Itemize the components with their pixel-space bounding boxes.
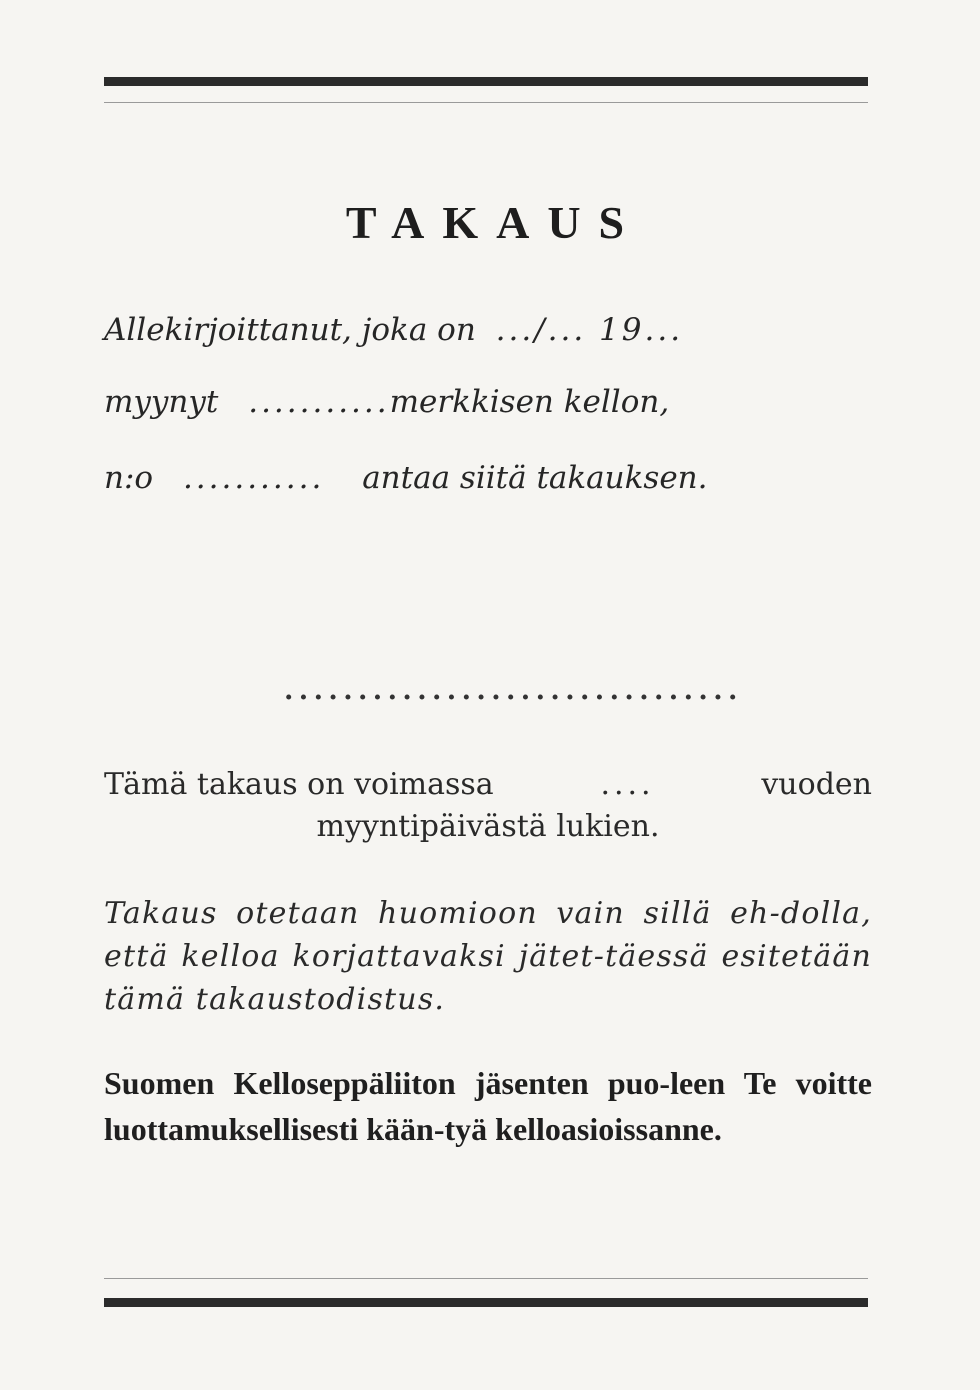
form-line-date-fill: .../... 19... <box>495 312 684 348</box>
form-line-date-text: Allekirjoittanut, joka on <box>104 312 476 348</box>
top-thin-rule <box>104 102 868 103</box>
validity-row-2: myyntipäivästä lukien. <box>316 809 660 844</box>
form-line-brand-fill: ........... <box>248 384 390 420</box>
form-line-number-text: antaa siitä takauksen. <box>362 460 708 496</box>
form-line-number-label: n:o <box>104 460 154 496</box>
association-paragraph: Suomen Kelloseppäliiton jäsenten puo-leen Te voitte luottamuksellisesti kään-tyä kelloasioissanne. <box>104 1065 872 1147</box>
validity-fill: .... <box>600 767 655 802</box>
form-line-brand <box>104 384 872 420</box>
validity-text-right: vuoden <box>761 767 872 802</box>
validity-text-left: Tämä takaus on voimassa <box>104 767 494 802</box>
form-line-date <box>104 312 872 348</box>
bottom-thick-rule <box>104 1298 868 1307</box>
document-title: TAKAUS <box>345 197 643 248</box>
top-thick-rule <box>104 77 868 86</box>
bottom-thin-rule <box>104 1278 868 1279</box>
signature-line: ............................... <box>284 675 743 706</box>
form-line-number-fill: ........... <box>182 460 325 496</box>
validity-row-1 <box>104 764 872 806</box>
form-line-number <box>104 460 872 496</box>
condition-paragraph: Takaus otetaan huomioon vain sillä eh-dolla, että kelloa korjattavaksi jätet-täessä esitetään tämä takaustodistus. <box>104 896 872 1017</box>
validity-paragraph <box>104 764 872 848</box>
form-line-brand-text: merkkisen kellon, <box>389 384 670 420</box>
form-line-brand-label: myynyt <box>104 384 219 420</box>
